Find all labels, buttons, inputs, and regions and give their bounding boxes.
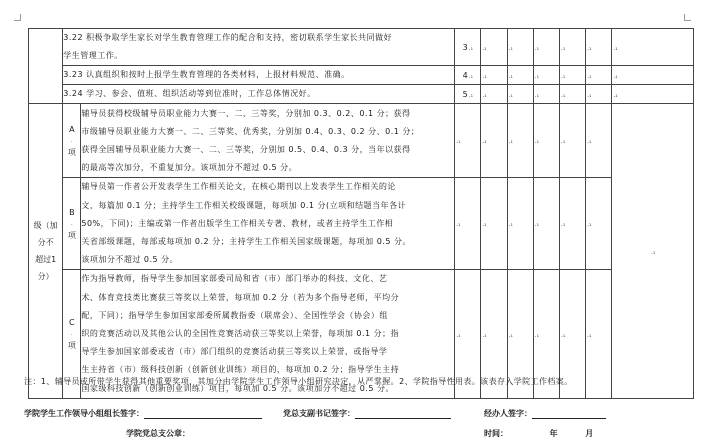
criterion-text: 3.24 学习、参会、值班、组织活动等到位准时，工作总体情况好。 [63, 85, 455, 104]
blank-cell: .₁ [455, 270, 481, 398]
blank-cell: .₁ [455, 178, 481, 270]
blank-cell: .₁ [533, 270, 559, 398]
criterion-text: 3.23 认真组织和按时上报学生教育管理的各类材料，上报材料规范、准确。 [63, 66, 455, 85]
score-cell: 5.₁ [455, 85, 481, 104]
item-text: 辅导员获得校级辅导员职业能力大赛一、二、三等奖，分别加 0.3、0.2、0.1 分；获得 市级辅导员职业能力大赛一、二、三等奖、优秀奖，分别加 0.4、0.3、0.2 分、0.1 分； 获得全国辅导员职业能力大赛一、二、三等奖，分别加 0.5、0.4、0.3 分，当年以获得 的最高等次加分，不重复加分。该项加分不超过 0.5 分。 [81, 104, 455, 178]
date-field: 时间： 年 月 [484, 429, 594, 438]
category-label: 级（加 分不 超过1 分） [29, 104, 63, 398]
blank-cell: .₁ [507, 85, 533, 104]
blank-cell: .₁ [559, 29, 585, 66]
blank-cell: .₁ [481, 66, 507, 85]
blank-cell: .₁ [533, 178, 559, 270]
blank-cell: .₁ [559, 270, 585, 398]
blank-cell: .₁ [586, 66, 612, 85]
blank-cell: .₁ [481, 104, 507, 178]
blank-cell: .₁ [612, 85, 694, 104]
footnote: 注：1、辅导员或所带学生获得其他重要奖项，其加分由学院学生工作领导小组研究决定，从严掌握。2、学院指导性用表。该表存入学院工作档案。 [24, 377, 573, 386]
table-row [29, 85, 694, 104]
blank-cell: .₁ [481, 178, 507, 270]
blank-cell: .₁ [507, 104, 533, 178]
table-row [29, 178, 694, 270]
criterion-text: 3.22 积极争取学生家长对学生教育管理工作的配合和支持，密切联系学生家长共同做好 学生管理工作。 [63, 29, 455, 66]
score-cell: 3.₁ [455, 29, 481, 66]
blank-cell: .₁ [559, 85, 585, 104]
leader-signature: 学院学生工作领导小组组长签字： [24, 408, 262, 419]
deputy-signature: 党总支副书记签字： [283, 408, 451, 419]
page-corner-mark [684, 14, 691, 21]
blank-cell: .₁ [533, 85, 559, 104]
table-row [29, 104, 694, 178]
signature-line [532, 409, 606, 419]
blank-cell: .₁ [586, 178, 612, 270]
page-corner-mark [14, 14, 21, 21]
blank-cell: .₁ [559, 66, 585, 85]
blank-cell: .₁ [533, 29, 559, 66]
item-text: 作为指导教师，指导学生参加国家部委司局和省（市）部门举办的科技、文化、艺 术、体育竞技类比赛获三等奖以上荣誉，每项加 0.2 分（若为多个指导老师，平均分 配，下同）；指导学生参加国家部委所属教指委（联席会）、全国性学会（协会）组 织的竞赛活动以及其他公认的全国性竞赛活动获三等奖以上荣誉，每项加 0.1 分；指 导学生参加国家部委或省（市）部门组织的竞赛活动获三等奖以上荣誉，或指导学 生主持省（市）级科技创新（创新创业训练）项目的，每项加 0.2 分；指导学生主持 国家级科技创新（创新创业训练）项目，每项加 0.5 分。该项加分不超过 0.5 分。 [81, 270, 455, 398]
item-label: B . 项 [63, 178, 81, 270]
blank-cell: .₁ [507, 178, 533, 270]
blank-cell: .₁ [507, 29, 533, 66]
blank-cell: .₁ [586, 85, 612, 104]
item-label: A . 项 [63, 104, 81, 178]
blank-cell: .₁ [533, 104, 559, 178]
blank-cell: .₁ [612, 29, 694, 66]
blank-cell: .₁ [481, 270, 507, 398]
blank-cell: .₁ [559, 104, 585, 178]
table-row [29, 66, 694, 85]
evaluation-table [28, 28, 694, 399]
signature-line [144, 409, 262, 419]
blank-cell: .₁ [507, 66, 533, 85]
blank-cell: .₁ [481, 85, 507, 104]
score-cell: 4.₁ [455, 66, 481, 85]
blank-cell: .₁ [455, 104, 481, 178]
blank-cell: .₁ [586, 104, 612, 178]
blank-cell: .₁ [586, 29, 612, 66]
item-text: 辅导员第一作者公开发表学生工作相关论文，在核心期刊以上发表学生工作相关的论 文，每篇加 0.1 分；主持学生工作相关校级课题，每项加 0.1 分(立项和结题当年各计 50%，下同)；主编或第一作者出版学生工作相关专著、教材，或者主持学生工作相 关省部级课题，每部或每项加 0.2 分；主持学生工作相关国家级课题，每项加 0.5 分。 该项加分不超过 0.5 分。 [81, 178, 455, 270]
table-row [29, 29, 694, 66]
item-label: C . 项 [63, 270, 81, 398]
blank-cell: .₁ [586, 270, 612, 398]
signature-line [355, 409, 451, 419]
category-cell [29, 29, 63, 104]
blank-cell: .₁ [559, 178, 585, 270]
blank-cell: .₁ [612, 66, 694, 85]
blank-cell: .₁ [481, 29, 507, 66]
seal-field: 学院党总支公章： [126, 429, 190, 438]
blank-cell: .₁ [533, 66, 559, 85]
blank-cell: .₁ [507, 270, 533, 398]
remarks-cell: .₁ [612, 104, 694, 398]
handler-signature: 经办人签字： [484, 408, 606, 419]
